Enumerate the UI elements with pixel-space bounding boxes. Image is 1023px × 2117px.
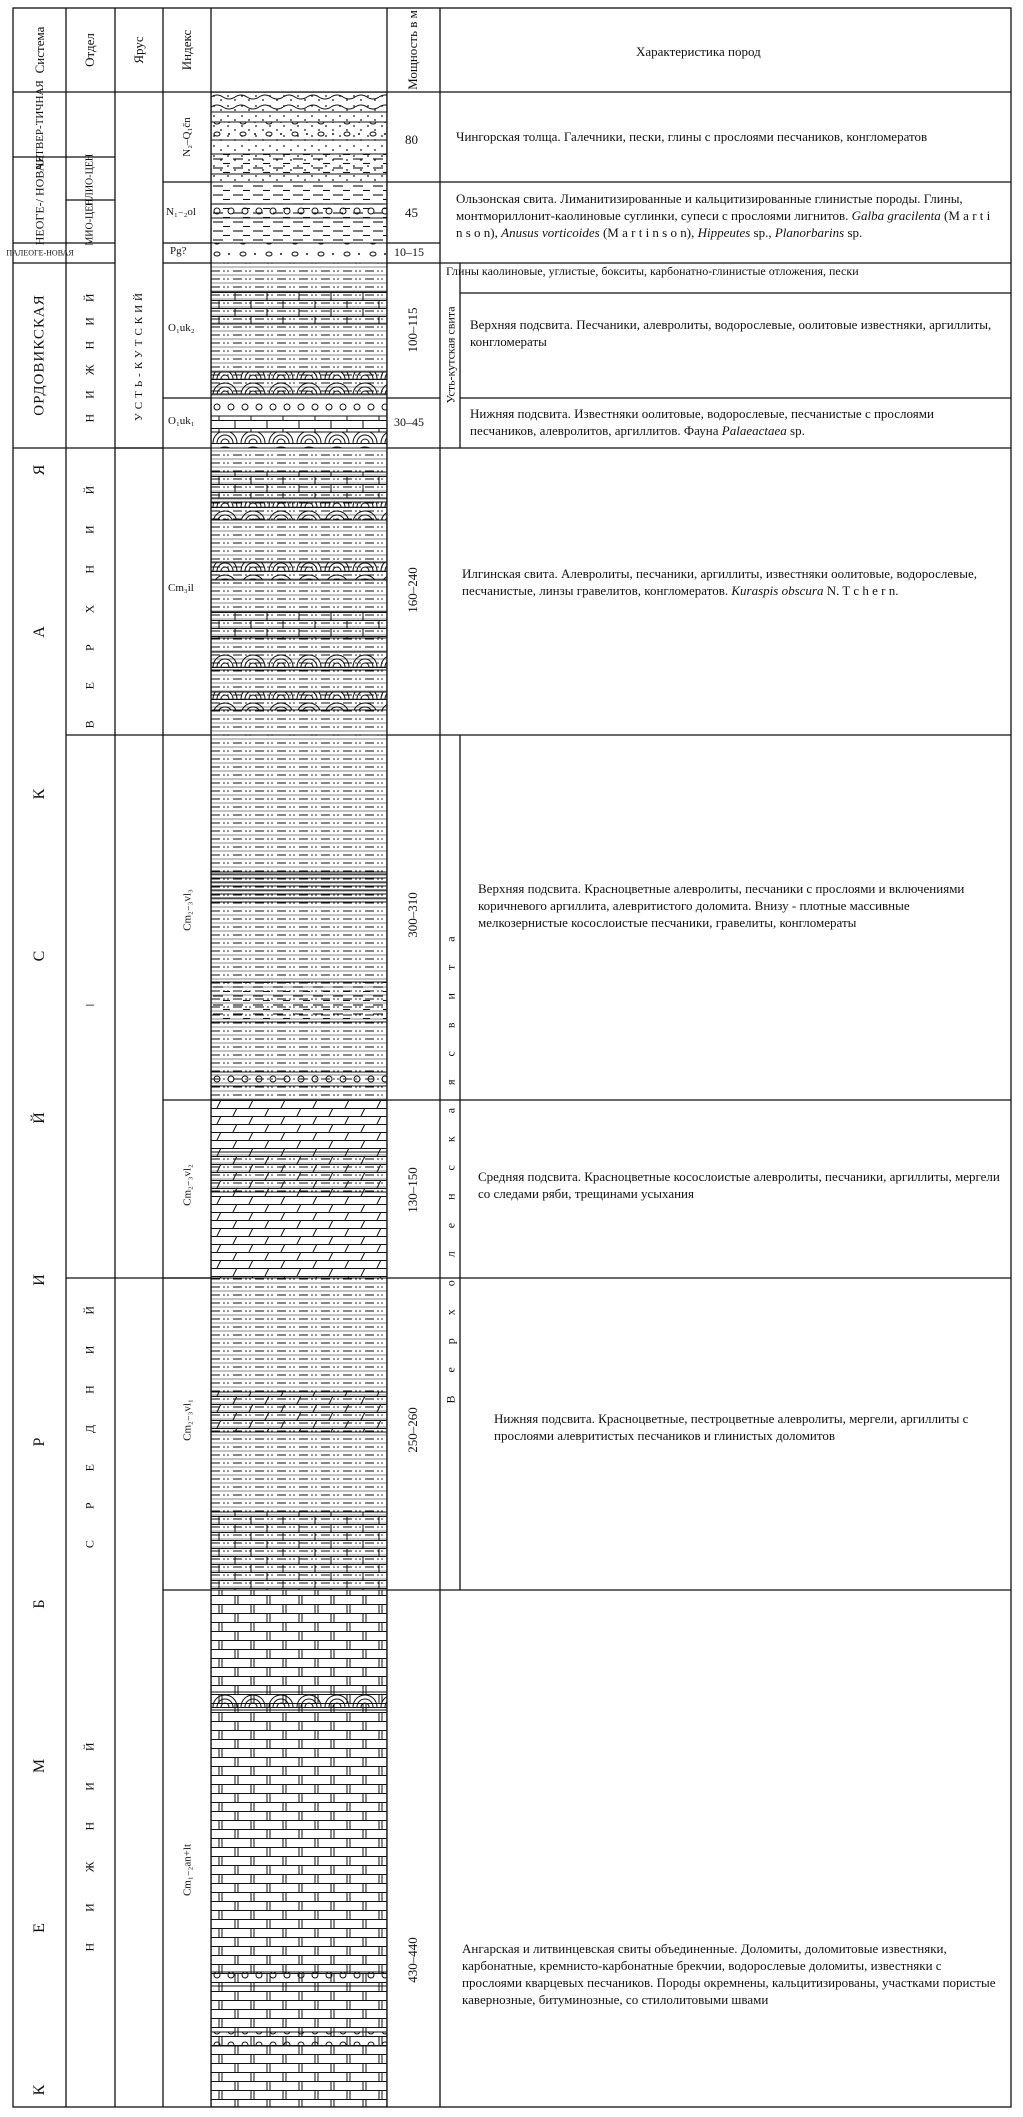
desc-verkh-middle: Средняя подсвита. Красноцветные косослоистые алевролиты, песчаники, аргиллиты, мергели со следами ряби, трещинами усыхания xyxy=(478,1169,1000,1201)
index-paleogene: Pg? xyxy=(170,245,187,257)
desc-olzon-author-2: (M a r t i n s o n), xyxy=(602,225,695,240)
desc-olzon-species-2: Anusus vorticoides xyxy=(501,225,600,240)
system-cambrian-letter: Б xyxy=(31,1599,48,1609)
system-cambrian-letter: К xyxy=(31,788,48,800)
index-olzon: N₁₋₂ol xyxy=(166,206,196,218)
desc-verkh-upper: Верхняя подсвита. Красноцветные алевролиты, песчаники с прослоями и включениями коричневого аргиллита, алевритистого доломита. Внизу - плотные массивные мелкозернистые косослоистые песчаники, гравелиты, конгломераты xyxy=(478,881,965,930)
dept-cambrian-middle: С Р Е Д Н И Й xyxy=(82,1291,97,1549)
index-chingor: N₂–Q₁čn xyxy=(181,117,193,157)
desc-olzon-text: Ользонская свита. Лиманитизированные и кальцитизированные глинистые породы. Глины, монтмориллонит-каолиновые суглинки, супеси с прослоями лигнитов. xyxy=(456,191,963,223)
system-cambrian-letter: Е xyxy=(31,1923,48,1933)
desc-olzon-species-3: Hippeutes xyxy=(697,225,751,240)
desc-ilga xyxy=(462,565,1002,599)
header-department: Отдел xyxy=(82,33,97,67)
desc-ilga-text: Илгинская свита. Алевролиты, песчаники, аргиллиты, известняки оолитовые, водорослевые, песчанистые, линзы гравелитов, конгломератов. xyxy=(462,566,978,598)
thickness-ust-kut-upper: 100–115 xyxy=(405,307,420,353)
desc-olzon-species-1: Galba gracilenta xyxy=(851,208,941,223)
desc-ust-kut-upper: Верхняя подсвита. Песчаники, алевролиты, водорослевые, оолитовые известняки, аргиллиты, конгломераты xyxy=(470,317,992,349)
lithology-column xyxy=(211,92,387,2107)
thickness-paleogene: 10–15 xyxy=(394,245,424,259)
thickness-chingor: 80 xyxy=(405,132,418,147)
stage-ust-kut: УСТЬ-КУТСКИЙ xyxy=(133,288,145,422)
system-cambrian-letter: Я xyxy=(31,464,48,476)
desc-olzon-sp-3: sp., xyxy=(753,225,772,240)
thickness-ust-kut-lower: 30–45 xyxy=(394,415,424,429)
header-index: Индекс xyxy=(179,29,194,71)
desc-olzon-species-4: Planorbarins xyxy=(774,225,845,240)
desc-olzon-sp-4: sp. xyxy=(847,225,863,240)
index-verkh-lower: Cm₂₋₃vl₁ xyxy=(181,1399,194,1441)
system-cambrian-letter: А xyxy=(31,626,48,638)
desc-verkh-lower: Нижняя подсвита. Красноцветные, пестроцветные алевролиты, мергели, аргиллиты с прослоями алевритистых песчаников и глинистых доломитов xyxy=(494,1411,969,1443)
dept-ordovician-lower: Н И Ж Н И Й xyxy=(82,287,97,423)
desc-ust-kut-lower-text: Нижняя подсвита. Известняки оолитовые, водорослевые, песчанистые с прослоями песчаников, алевролитов, аргиллитов. Фауна xyxy=(470,406,934,438)
thickness-angara: 430–440 xyxy=(405,1937,420,1983)
system-cambrian-letter: С xyxy=(31,950,48,962)
dept-pliocene: ПЛИО-ЦЕН xyxy=(84,153,96,207)
desc-ust-kut-lower xyxy=(470,405,1000,439)
system-paleogene: ПАЛЕОГЕ-НОВАЯ xyxy=(6,248,74,258)
system-quaternary: ЧЕТВЕР-ТИЧНАЯ xyxy=(34,80,46,170)
desc-paleogene: Глины каолиновые, углистые, бокситы, карбонатно-глинистые отложения, пески xyxy=(446,264,859,278)
thickness-verkh-lower: 250–260 xyxy=(405,1407,420,1453)
desc-ilga-author: N. T c h e r n. xyxy=(826,583,899,598)
system-neogene: НЕОГЕ-/ НОВАЯ xyxy=(32,154,47,246)
thickness-verkh-middle: 130–150 xyxy=(405,1167,420,1213)
index-verkh-upper: Cm₂₋₃vl₃ xyxy=(181,889,194,931)
header-description: Характеристика пород xyxy=(636,44,761,59)
index-angara: Cm₁₋₂an+lt xyxy=(181,1843,194,1897)
thickness-olzon: 45 xyxy=(405,205,418,220)
desc-ilga-species: Kuraspis obscura xyxy=(731,583,824,598)
dept-miocene: МИО-ЦЕН xyxy=(84,198,96,246)
index-ust-kut-upper: O₁uk₂ xyxy=(168,322,195,334)
dept-dash: – xyxy=(86,996,94,1013)
dept-cambrian-upper: В Е Р Х Н И Й xyxy=(82,471,97,729)
index-ust-kut-lower: O₁uk₁ xyxy=(168,415,195,427)
system-ordovician: ОРДОВИКСКАЯ xyxy=(31,294,48,416)
system-cambrian-letter: Р xyxy=(31,1437,48,1447)
dept-cambrian-lower: Н И Ж Н И Й xyxy=(82,1728,97,1952)
index-verkh-middle: Cm₂₋₃vl₂ xyxy=(181,1164,194,1206)
desc-olzon xyxy=(456,190,996,241)
header-stage: Ярус xyxy=(131,36,146,64)
system-cambrian-letter: М xyxy=(31,1758,48,1774)
suite-verkholensk: В е р х о л е н с к а я с в и т а xyxy=(443,926,458,1404)
index-ilga: Cm₃il xyxy=(168,582,194,594)
thickness-ilga: 160–240 xyxy=(405,567,420,613)
suite-ust-kut: Усть-кутская свита xyxy=(443,306,458,404)
system-cambrian-letter: Й xyxy=(31,1112,48,1124)
thickness-verkh-upper: 300–310 xyxy=(405,892,420,938)
system-cambrian-letter: К xyxy=(31,2084,48,2096)
desc-chingor: Чингорская толща. Галечники, пески, глины с прослоями песчаников, конгломератов xyxy=(456,129,928,144)
system-cambrian-letter: И xyxy=(31,1274,48,1286)
desc-ust-kut-lower-sp: sp. xyxy=(790,423,805,438)
desc-ust-kut-lower-species: Palaeactaea xyxy=(721,423,787,438)
header-system: Система xyxy=(32,26,47,74)
header-thickness: Мощность в м xyxy=(405,10,420,90)
desc-olzon-author-1: (M a r t i n s o n), xyxy=(456,208,991,240)
desc-angara: Ангарская и литвинцевская свиты объединенные. Доломиты, доломитовые известняки, карбонатные, кремнисто-карбонатные брекчии, водорослевые доломиты, известняки с прослоями кварцевых песчаников. Породы окремнены, кальцитизированы, участками пористые кавернозные, битуминозные, со стилолитовыми швами xyxy=(462,1941,996,2007)
